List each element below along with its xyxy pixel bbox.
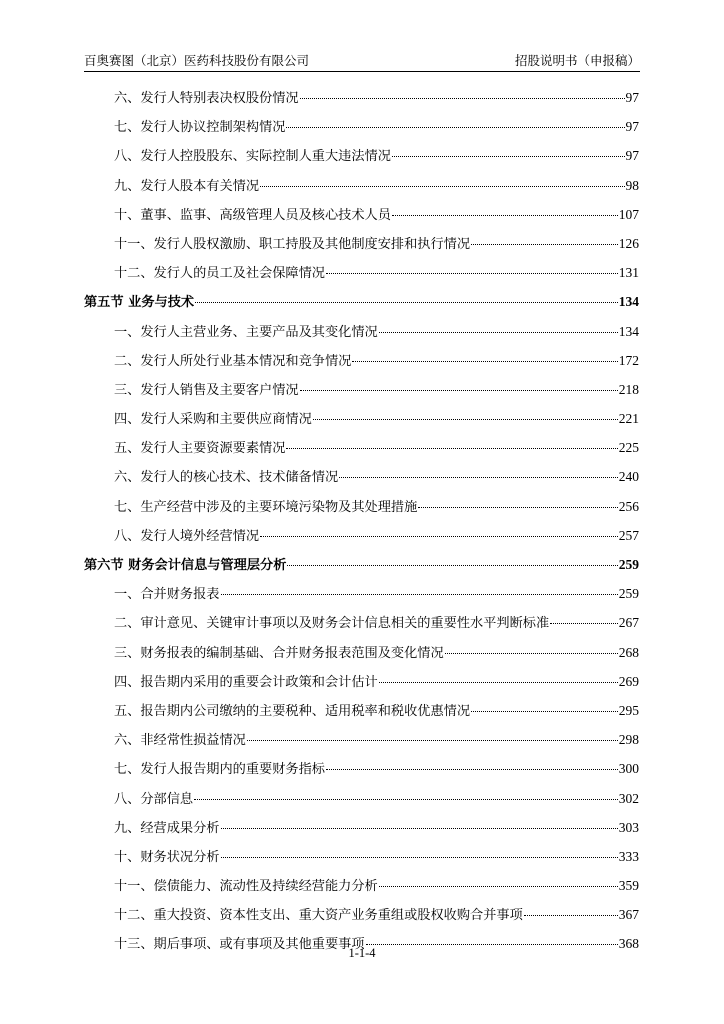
toc-dot-leader bbox=[221, 594, 618, 595]
toc-entry-page: 302 bbox=[618, 790, 639, 806]
toc-entry[interactable] bbox=[84, 754, 639, 783]
toc-dot-leader bbox=[300, 390, 618, 391]
toc-dot-leader bbox=[445, 653, 618, 654]
toc-entry-page: 259 bbox=[618, 586, 639, 602]
toc-entry-page: 97 bbox=[625, 148, 639, 164]
table-of-contents bbox=[84, 83, 639, 959]
toc-dot-leader bbox=[352, 361, 617, 362]
toc-entry-page: 221 bbox=[618, 411, 639, 427]
page-number: 1-1-4 bbox=[348, 946, 376, 960]
toc-dot-leader bbox=[524, 915, 618, 916]
toc-dot-leader bbox=[550, 623, 618, 624]
header-divider bbox=[84, 71, 640, 72]
toc-entry[interactable] bbox=[84, 813, 639, 842]
toc-entry[interactable] bbox=[84, 492, 639, 521]
toc-entry[interactable] bbox=[84, 375, 639, 404]
toc-dot-leader bbox=[286, 127, 624, 128]
toc-entry-title: 一、发行人主营业务、主要产品及其变化情况 bbox=[114, 324, 378, 340]
toc-entry-page: 172 bbox=[618, 352, 639, 368]
toc-entry-page: 134 bbox=[618, 294, 639, 310]
toc-entry-page: 257 bbox=[618, 527, 639, 543]
toc-dot-leader bbox=[471, 711, 618, 712]
toc-entry-page: 303 bbox=[618, 819, 639, 835]
toc-entry[interactable] bbox=[84, 667, 639, 696]
toc-entry-page: 225 bbox=[618, 440, 639, 456]
toc-entry[interactable] bbox=[84, 112, 639, 141]
toc-entry[interactable] bbox=[84, 200, 639, 229]
toc-entry[interactable] bbox=[84, 579, 639, 608]
toc-entry-title: 七、发行人协议控制架构情况 bbox=[114, 120, 286, 136]
toc-dot-leader bbox=[287, 565, 617, 566]
toc-entry[interactable] bbox=[84, 638, 639, 667]
toc-entry-page: 256 bbox=[618, 498, 639, 514]
toc-entry-title: 十二、重大投资、资本性支出、重大资产业务重组或股权收购合并事项 bbox=[114, 908, 523, 924]
toc-entry-page: 97 bbox=[625, 90, 639, 105]
toc-entry-title: 二、审计意见、关键审计事项以及财务会计信息相关的重要性水平判断标准 bbox=[114, 616, 550, 632]
toc-dot-leader bbox=[300, 98, 625, 99]
toc-entry[interactable] bbox=[84, 696, 639, 725]
toc-entry-title: 三、发行人销售及主要客户情况 bbox=[114, 382, 299, 398]
toc-entry[interactable] bbox=[84, 608, 639, 637]
toc-entry-title: 五、发行人主要资源要素情况 bbox=[114, 441, 286, 457]
toc-entry-page: 359 bbox=[618, 878, 639, 894]
toc-entry[interactable] bbox=[84, 784, 639, 813]
toc-entry-title: 八、发行人控股股东、实际控制人重大违法情况 bbox=[114, 149, 391, 165]
toc-dot-leader bbox=[313, 419, 618, 420]
toc-section-entry[interactable] bbox=[84, 550, 639, 579]
toc-entry-page: 300 bbox=[618, 761, 639, 777]
toc-entry[interactable] bbox=[84, 900, 639, 929]
toc-entry-page: 333 bbox=[618, 848, 639, 864]
toc-dot-leader bbox=[221, 828, 618, 829]
toc-dot-leader bbox=[379, 682, 618, 683]
toc-entry-title: 九、经营成果分析 bbox=[114, 820, 220, 836]
page-header bbox=[84, 52, 640, 70]
toc-entry-page: 107 bbox=[618, 206, 639, 222]
toc-entry[interactable] bbox=[84, 317, 639, 346]
toc-entry-title: 六、非经常性损益情况 bbox=[114, 733, 246, 749]
toc-entry[interactable] bbox=[84, 404, 639, 433]
toc-entry-page: 134 bbox=[618, 323, 639, 339]
toc-entry-page: 295 bbox=[618, 702, 639, 718]
toc-entry-title: 六、发行人的核心技术、技术储备情况 bbox=[114, 470, 339, 486]
toc-entry-title: 九、发行人股本有关情况 bbox=[114, 178, 260, 194]
toc-entry-title: 第五节 业务与技术 bbox=[84, 295, 195, 311]
toc-entry[interactable] bbox=[84, 83, 639, 112]
toc-entry-title: 一、合并财务报表 bbox=[114, 587, 220, 603]
toc-dot-leader bbox=[195, 302, 618, 303]
toc-entry-title: 十三、期后事项、或有事项及其他重要事项 bbox=[114, 937, 365, 953]
toc-entry-page: 368 bbox=[618, 936, 639, 952]
toc-dot-leader bbox=[392, 215, 618, 216]
toc-entry-page: 97 bbox=[625, 119, 639, 135]
toc-entry-title: 四、发行人采购和主要供应商情况 bbox=[114, 412, 312, 428]
toc-dot-leader bbox=[392, 156, 625, 157]
toc-dot-leader bbox=[260, 186, 624, 187]
toc-entry-page: 240 bbox=[618, 469, 639, 485]
toc-entry[interactable] bbox=[84, 725, 639, 754]
toc-entry[interactable] bbox=[84, 871, 639, 900]
toc-entry-page: 268 bbox=[618, 644, 639, 660]
toc-entry-page: 218 bbox=[618, 381, 639, 397]
toc-entry[interactable] bbox=[84, 521, 639, 550]
toc-entry-page: 298 bbox=[618, 732, 639, 748]
toc-entry-title: 第六节 财务会计信息与管理层分析 bbox=[84, 558, 287, 573]
toc-entry[interactable] bbox=[84, 346, 639, 375]
toc-dot-leader bbox=[379, 886, 618, 887]
toc-entry[interactable] bbox=[84, 229, 639, 258]
toc-entry-title: 十、财务状况分析 bbox=[114, 849, 220, 865]
toc-entry-title: 三、财务报表的编制基础、合并财务报表范围及变化情况 bbox=[114, 645, 444, 661]
toc-section-entry[interactable] bbox=[84, 287, 639, 316]
toc-entry-page: 367 bbox=[618, 907, 639, 923]
toc-entry-title: 六、发行人特别表决权股份情况 bbox=[114, 91, 299, 106]
toc-entry-title: 十一、偿债能力、流动性及持续经营能力分析 bbox=[114, 879, 378, 895]
toc-entry-title: 四、报告期内采用的重要会计政策和会计估计 bbox=[114, 674, 378, 690]
toc-dot-leader bbox=[339, 477, 618, 478]
toc-entry-title: 十、董事、监事、高级管理人员及核心技术人员 bbox=[114, 207, 391, 223]
toc-dot-leader bbox=[418, 507, 617, 508]
toc-entry[interactable] bbox=[84, 842, 639, 871]
toc-entry[interactable] bbox=[84, 433, 639, 462]
toc-dot-leader bbox=[194, 799, 618, 800]
toc-entry-title: 八、发行人境外经营情况 bbox=[114, 528, 260, 544]
toc-entry-page: 259 bbox=[618, 557, 639, 572]
toc-entry-page: 126 bbox=[618, 235, 639, 251]
toc-entry[interactable] bbox=[84, 171, 639, 200]
toc-entry-page: 267 bbox=[618, 615, 639, 631]
toc-entry[interactable] bbox=[84, 258, 639, 287]
toc-entry-title: 七、发行人报告期内的重要财务指标 bbox=[114, 762, 325, 778]
toc-entry-title: 十二、发行人的员工及社会保障情况 bbox=[114, 266, 325, 282]
toc-entry-title: 八、分部信息 bbox=[114, 791, 194, 807]
toc-entry-title: 二、发行人所处行业基本情况和竞争情况 bbox=[114, 353, 352, 369]
toc-entry-page: 269 bbox=[618, 673, 639, 689]
toc-entry-title: 七、生产经营中涉及的主要环境污染物及其处理措施 bbox=[114, 499, 418, 515]
toc-dot-leader bbox=[326, 769, 618, 770]
toc-dot-leader bbox=[221, 857, 618, 858]
toc-dot-leader bbox=[471, 244, 618, 245]
header-company-name: 百奥赛图（北京）医药科技股份有限公司 bbox=[84, 53, 310, 68]
header-document-title: 招股说明书（申报稿） bbox=[514, 53, 640, 68]
toc-entry-page: 98 bbox=[625, 177, 639, 193]
toc-entry[interactable] bbox=[84, 141, 639, 170]
toc-dot-leader bbox=[260, 536, 618, 537]
toc-dot-leader bbox=[379, 332, 618, 333]
toc-dot-leader bbox=[286, 448, 617, 449]
toc-entry-page: 131 bbox=[618, 265, 639, 281]
toc-dot-leader bbox=[247, 740, 618, 741]
toc-dot-leader bbox=[326, 273, 618, 274]
toc-entry-title: 五、报告期内公司缴纳的主要税种、适用税率和税收优惠情况 bbox=[114, 703, 471, 719]
toc-entry-title: 十一、发行人股权激励、职工持股及其他制度安排和执行情况 bbox=[114, 236, 471, 252]
toc-entry[interactable] bbox=[84, 462, 639, 491]
